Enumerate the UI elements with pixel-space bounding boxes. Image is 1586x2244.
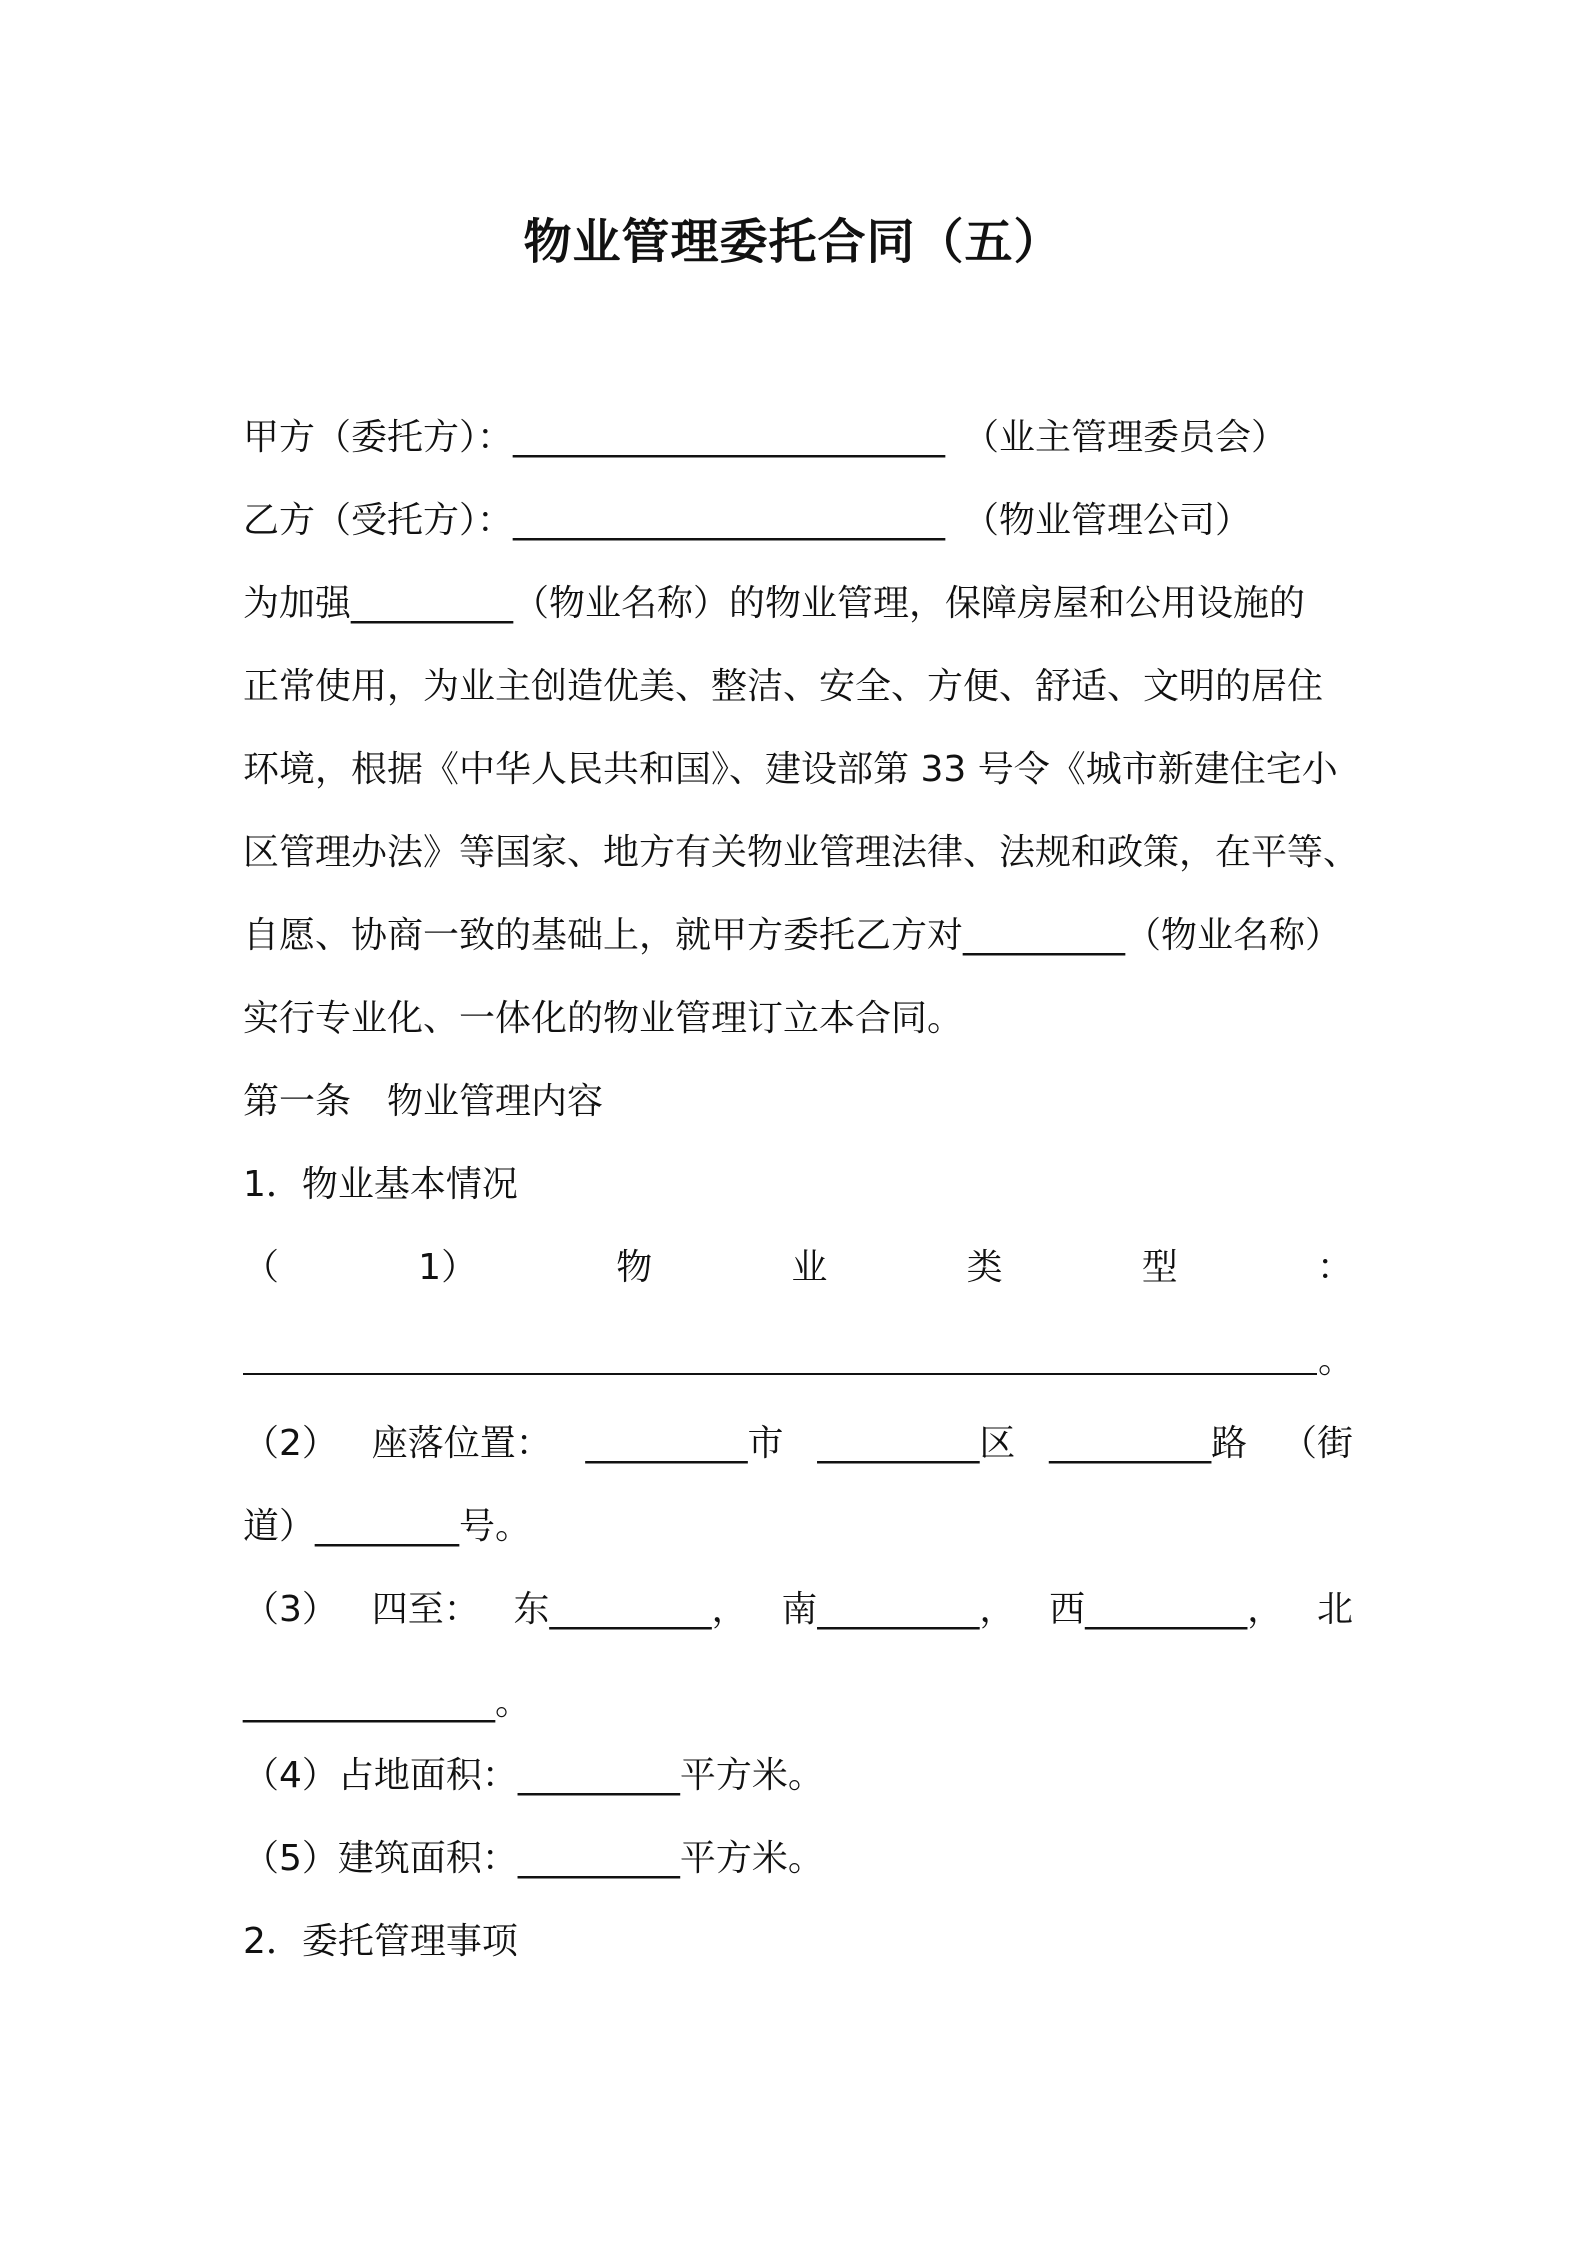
item-2-line-2: 道）________号。 bbox=[243, 1506, 532, 1547]
party-a-blank: ________________________ bbox=[513, 417, 946, 458]
item-3-token: 东_________， bbox=[513, 1589, 748, 1630]
document-title: 物业管理委托合同（五） bbox=[523, 214, 1063, 270]
item-2-token: _________路 bbox=[1049, 1423, 1248, 1464]
item-1-line bbox=[243, 1243, 1353, 1293]
item-1-token: 类 bbox=[966, 1247, 1003, 1288]
preamble-line-3: 环境，根据《中华人民共和国》、建设部第 33 号令《城市新建住宅小 bbox=[243, 749, 1338, 790]
item-1-token: （ bbox=[243, 1247, 280, 1288]
party-b-blank: ________________________ bbox=[513, 500, 946, 541]
item-1-blank-line bbox=[243, 1373, 1317, 1375]
party-a-line bbox=[243, 413, 1353, 463]
preamble-line-2: 正常使用，为业主创造优美、整洁、安全、方便、舒适、文明的居住 bbox=[243, 666, 1324, 707]
item-3-token: 西_________， bbox=[1049, 1589, 1284, 1630]
item-3-token: 四至： bbox=[371, 1589, 480, 1630]
party-b-line bbox=[243, 496, 1353, 546]
party-b-suffix: （物业管理公司） bbox=[963, 500, 1252, 541]
item-3-line-1 bbox=[243, 1585, 1353, 1635]
party-a-suffix: （业主管理委员会） bbox=[963, 417, 1288, 458]
preamble-line-5: 自愿、协商一致的基础上，就甲方委托乙方对_________（物业名称） bbox=[243, 915, 1342, 956]
item-4-line: （4）占地面积：_________平方米。 bbox=[243, 1755, 824, 1796]
party-b-label: 乙方（受托方）： bbox=[243, 500, 514, 541]
item-1-token: 物 bbox=[616, 1247, 653, 1288]
item-2-token: （2） bbox=[243, 1423, 338, 1464]
section-2-heading: 2．委托管理事项 bbox=[243, 1921, 518, 1962]
item-2-token: _________区 bbox=[817, 1423, 1016, 1464]
item-2-token: _________市 bbox=[585, 1423, 784, 1464]
party-a-label: 甲方（委托方）： bbox=[243, 417, 514, 458]
preamble-line-4: 区管理办法》等国家、地方有关物业管理法律、法规和政策，在平等、 bbox=[243, 832, 1360, 873]
item-2-line-1 bbox=[243, 1419, 1353, 1469]
preamble-line-6: 实行专业化、一体化的物业管理订立本合同。 bbox=[243, 998, 964, 1039]
item-2-token: （街 bbox=[1280, 1423, 1353, 1464]
section-1-heading: 1．物业基本情况 bbox=[243, 1164, 518, 1205]
item-5-line: （5）建筑面积：_________平方米。 bbox=[243, 1838, 824, 1879]
item-1-token: 型 bbox=[1141, 1247, 1178, 1288]
item-1-token: 业 bbox=[791, 1247, 828, 1288]
item-3-token: 北 bbox=[1316, 1589, 1353, 1630]
item-1-token: ： bbox=[1316, 1247, 1353, 1288]
item-1-end-mark: 。 bbox=[1318, 1340, 1355, 1381]
item-3-token: 南_________， bbox=[781, 1589, 1016, 1630]
article-1-heading: 第一条 物业管理内容 bbox=[243, 1081, 604, 1122]
preamble-line-1: 为加强_________（物业名称）的物业管理，保障房屋和公用设施的 bbox=[243, 583, 1306, 624]
item-3-line-2: ______________。 bbox=[243, 1682, 531, 1723]
item-1-token: 1） bbox=[418, 1247, 478, 1288]
item-2-token: 座落位置： bbox=[371, 1423, 552, 1464]
item-3-token: （3） bbox=[243, 1589, 338, 1630]
